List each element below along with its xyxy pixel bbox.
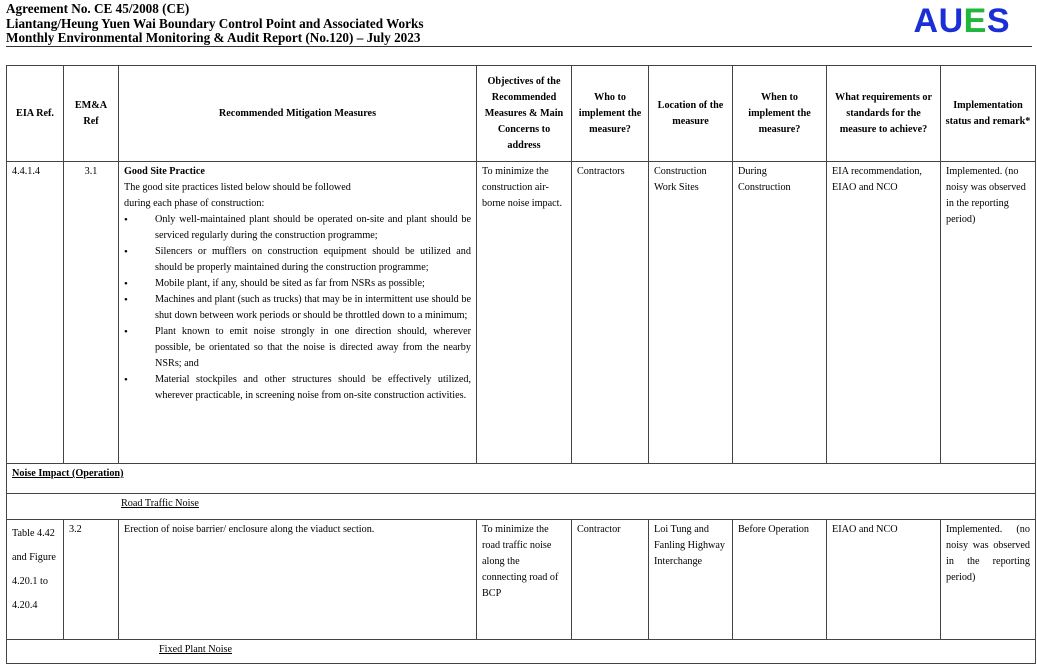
cell-ema-ref: 3.2 — [64, 520, 119, 640]
subsection-row — [7, 640, 1036, 664]
cell-status: Implemented. (no noisy was observed in the reporting period) — [941, 162, 1036, 464]
cell-who: Contractors — [572, 162, 649, 464]
table-header-row — [7, 66, 1036, 162]
list-item: • Mobile plant, if any, should be sited as far from NSRs as possible; — [124, 276, 471, 292]
cell-ema-ref: 3.1 — [64, 162, 119, 464]
agreement-number: Agreement No. CE 45/2008 (CE) — [6, 1, 190, 16]
cell-eia-ref: Table 4.42 and Figure 4.20.1 to 4.20.4 — [7, 520, 64, 640]
cell-objective: To minimize the road traffic noise along the connecting road of BCP — [477, 520, 572, 640]
list-item: • Material stockpiles and other structures should be effectively utilized, wherever practicable, in screening noise from on-site construction activities. — [124, 372, 471, 404]
cell-measures: Erection of noise barrier/ enclosure along the viaduct section. — [119, 520, 477, 640]
col-header-status: Implementation status and remark* — [941, 66, 1036, 162]
cell-location: Construction Work Sites — [649, 162, 733, 464]
section-row — [7, 464, 1036, 494]
section-title-noise-operation: Noise Impact (Operation) — [7, 464, 1036, 494]
table-row — [7, 162, 1036, 464]
cell-requirements: EIAO and NCO — [827, 520, 941, 640]
measure-title: Good Site Practice — [124, 166, 205, 177]
cell-when: During Construction — [733, 162, 827, 464]
subsection-row — [7, 494, 1036, 520]
cell-requirements: EIA recommendation, EIAO and NCO — [827, 162, 941, 464]
list-item: • Silencers or mufflers on construction equipment should be utilized and should be properly maintained during the construction programme; — [124, 244, 471, 276]
col-header-measures: Recommended Mitigation Measures — [119, 66, 477, 162]
col-header-location: Location of the measure — [649, 66, 733, 162]
logo-letter-s: S — [986, 2, 1010, 40]
subsection-title-fixed-plant: Fixed Plant Noise — [7, 640, 1036, 664]
list-item: • Plant known to emit noise strongly in one direction should, wherever possible, be orientated so that the noise is directed away from the nearby NSRs; and — [124, 324, 471, 372]
table-row — [7, 520, 1036, 640]
col-header-ema-ref: EM&A Ref — [64, 66, 119, 162]
col-header-requirements: What requirements or standards for the measure to achieve? — [827, 66, 941, 162]
mitigation-measures-table — [6, 65, 1036, 664]
measure-bullet-list — [124, 212, 471, 404]
list-item: • Machines and plant (such as trucks) that may be in intermittent use should be shut down between work periods or should be throttled down to a minimum; — [124, 292, 471, 324]
list-item: • Only well-maintained plant should be operated on-site and plant should be serviced regularly during the construction programme; — [124, 212, 471, 244]
cell-objective: To minimize the construction air-borne noise impact. — [477, 162, 572, 464]
cell-eia-ref: 4.4.1.4 — [7, 162, 64, 464]
header-divider — [6, 46, 1032, 47]
cell-location: Loi Tung and Fanling Highway Interchange — [649, 520, 733, 640]
cell-who: Contractor — [572, 520, 649, 640]
measure-intro: The good site practices listed below should be followed during each phase of construction: — [124, 182, 351, 209]
col-header-who: Who to implement the measure? — [572, 66, 649, 162]
subsection-title-road-traffic: Road Traffic Noise — [7, 494, 1036, 520]
col-header-eia-ref: EIA Ref. — [7, 66, 64, 162]
col-header-objectives: Objectives of the Recommended Measures & Main Concerns to address — [477, 66, 572, 162]
aues-logo — [914, 2, 1011, 40]
report-header — [4, 0, 1034, 48]
col-header-when: When to implement the measure? — [733, 66, 827, 162]
report-title: Monthly Environmental Monitoring & Audit Report (No.120) – July 2023 — [6, 30, 421, 46]
logo-letter-e: E — [963, 2, 987, 40]
project-title: Liantang/Heung Yuen Wai Boundary Control Point and Associated Works — [6, 15, 424, 31]
logo-letter-a: A — [913, 2, 939, 40]
cell-when: Before Operation — [733, 520, 827, 640]
logo-letter-u: U — [938, 2, 964, 40]
header-text — [6, 2, 423, 46]
cell-measures — [119, 162, 477, 464]
cell-status: Implemented. (no noisy was observed in the reporting period) — [941, 520, 1036, 640]
